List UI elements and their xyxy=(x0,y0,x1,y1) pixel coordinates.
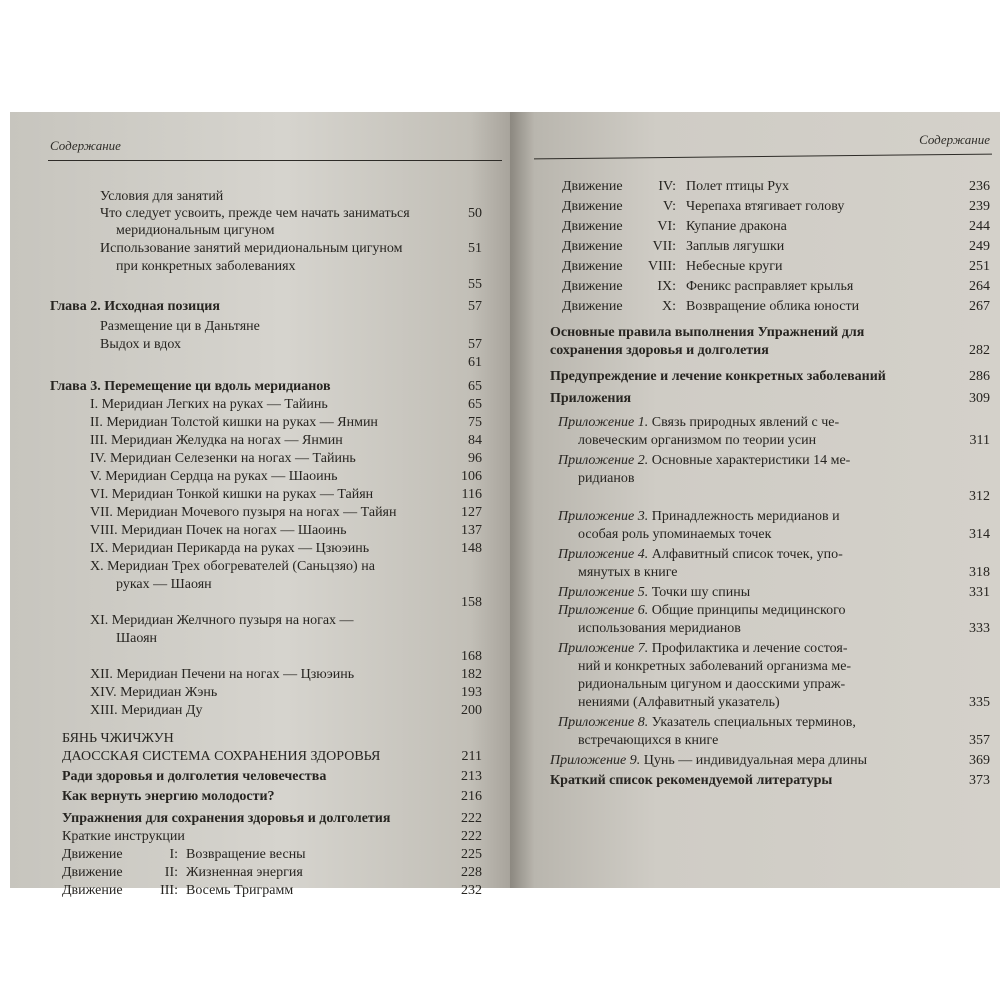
left-header-rule xyxy=(48,160,502,161)
toc-entry: XIII. Меридиан Ду xyxy=(90,703,203,718)
page-number: 106 xyxy=(461,469,482,484)
page-number: 239 xyxy=(969,199,990,214)
page-number: 50 xyxy=(468,206,482,221)
toc-entry: Упражнения для сохранения здоровья и долголетия xyxy=(62,811,391,826)
movement-label: Движение xyxy=(62,865,123,880)
appendix-title: Основные характеристики 14 ме- xyxy=(648,453,851,468)
movement-label: Движение xyxy=(562,239,623,254)
page-number: 84 xyxy=(468,433,482,448)
movement-title: Черепаха втягивает голову xyxy=(686,199,845,214)
movement-number: VI: xyxy=(657,219,676,234)
appendix-title: Принадлежность меридианов и xyxy=(648,509,840,524)
page-number: 96 xyxy=(468,451,482,466)
toc-entry: нениями (Алфавитный указатель) xyxy=(578,695,780,710)
movement-number: I: xyxy=(169,847,178,862)
appendix-title: Указатель специальных терминов, xyxy=(648,715,856,730)
right-header-rule xyxy=(534,154,992,160)
page-number: 236 xyxy=(969,179,990,194)
page-number: 369 xyxy=(969,753,990,768)
toc-entry: Ради здоровья и долголетия человечества xyxy=(62,769,327,784)
appendix-entry xyxy=(550,752,867,770)
page-number: 65 xyxy=(468,379,482,394)
movement-label: Движение xyxy=(562,299,623,314)
page-number: 57 xyxy=(468,299,482,314)
movement-number: VIII: xyxy=(648,259,676,274)
page-number: 318 xyxy=(969,565,990,580)
appendix-label: Приложение 8. xyxy=(558,715,649,730)
toc-entry: Краткие инструкции xyxy=(62,829,185,844)
movement-label: Движение xyxy=(562,219,623,234)
appendix-entry xyxy=(558,452,850,470)
appendix-entry xyxy=(558,546,843,564)
toc-entry: БЯНЬ ЧЖИЧЖУН xyxy=(62,731,174,746)
movement-number: VII: xyxy=(652,239,676,254)
toc-entry: особая роль упоминаемых точек xyxy=(578,527,772,542)
appendix-label: Приложение 4. xyxy=(558,547,649,562)
toc-entry: Что следует усвоить, прежде чем начать заниматься xyxy=(100,206,410,221)
toc-entry: Размещение ци в Даньтяне xyxy=(100,319,260,334)
page-number: 116 xyxy=(461,487,482,502)
page-number: 57 xyxy=(468,337,482,352)
appendix-label: Приложение 5. xyxy=(558,585,649,600)
toc-entry: III. Меридиан Желудка на ногах — Янмин xyxy=(90,433,343,448)
page-number: 225 xyxy=(461,847,482,862)
page-number: 314 xyxy=(969,527,990,542)
toc-entry: при конкретных заболеваниях xyxy=(116,259,296,274)
toc-entry: Приложения xyxy=(550,391,632,406)
toc-entry: Краткий список рекомендуемой литературы xyxy=(550,773,833,788)
toc-entry: ний и конкретных заболеваний организма ме- xyxy=(578,659,852,674)
appendix-label: Приложение 3. xyxy=(558,509,649,524)
page-number: 211 xyxy=(461,749,482,764)
page-number: 193 xyxy=(461,685,482,700)
page-number: 232 xyxy=(461,883,482,898)
page-number: 309 xyxy=(969,391,990,406)
appendix-label: Приложение 7. xyxy=(558,641,649,656)
toc-entry: использования меридианов xyxy=(578,621,741,636)
page-number: 282 xyxy=(969,343,990,358)
movement-title: Купание дракона xyxy=(686,219,787,234)
toc-entry: Основные правила выполнения Упражнений для xyxy=(550,325,865,340)
appendix-label: Приложение 1. xyxy=(558,415,649,430)
toc-entry: ловеческим организмом по теории усин xyxy=(578,433,817,448)
movement-title: Феникс расправляет крылья xyxy=(686,279,854,294)
toc-entry: XII. Меридиан Печени на ногах — Цзюэинь xyxy=(90,667,355,682)
movement-number: III: xyxy=(160,883,178,898)
toc-entry: Шаоян xyxy=(116,631,158,646)
page-number: 137 xyxy=(461,523,482,538)
toc-entry: Предупреждение и лечение конкретных заболеваний xyxy=(550,369,886,384)
page-number: 311 xyxy=(969,433,990,448)
toc-entry: Как вернуть энергию молодости? xyxy=(62,789,275,804)
toc-entry: руках — Шаоян xyxy=(116,577,212,592)
toc-entry: ДАОССКАЯ СИСТЕМА СОХРАНЕНИЯ ЗДОРОВЬЯ xyxy=(62,749,381,764)
movement-title: Заплыв лягушки xyxy=(686,239,785,254)
page-number: 267 xyxy=(969,299,990,314)
page-number: 331 xyxy=(969,585,990,600)
movement-number: II: xyxy=(164,865,178,880)
movement-title: Возвращение весны xyxy=(186,847,306,862)
appendix-title: Цунь — индивидуальная мера длины xyxy=(640,753,868,768)
page-number: 168 xyxy=(461,649,482,664)
appendix-entry xyxy=(558,508,840,526)
page-number: 51 xyxy=(468,241,482,256)
toc-entry: VII. Меридиан Мочевого пузыря на ногах — Тайян xyxy=(90,505,397,520)
toc-entry: X. Меридиан Трех обогревателей (Саньцзяо) на xyxy=(90,559,375,574)
page-number: 65 xyxy=(468,397,482,412)
page-number: 333 xyxy=(969,621,990,636)
toc-entry: XIV. Меридиан Жэнь xyxy=(90,685,218,700)
toc-entry: IX. Меридиан Перикарда на руках — Цзюэинь xyxy=(90,541,370,556)
toc-entry: Использование занятий меридиональным цигуном xyxy=(100,241,403,256)
toc-entry: V. Меридиан Сердца на руках — Шаоинь xyxy=(90,469,338,484)
left-page xyxy=(10,112,510,898)
movement-title: Полет птицы Рух xyxy=(686,179,790,194)
movement-number: IX: xyxy=(657,279,676,294)
movement-title: Жизненная энергия xyxy=(186,865,303,880)
appendix-entry xyxy=(558,640,848,658)
page-number: 373 xyxy=(969,773,990,788)
page-number: 357 xyxy=(969,733,990,748)
appendix-title: Алфавитный список точек, упо- xyxy=(648,547,843,562)
page-number: 244 xyxy=(969,219,990,234)
page-number: 228 xyxy=(461,865,482,880)
page-number: 216 xyxy=(461,789,482,804)
page-number: 55 xyxy=(468,277,482,292)
page-number: 249 xyxy=(969,239,990,254)
page-number: 182 xyxy=(461,667,482,682)
page-number: 312 xyxy=(969,489,990,504)
page-number: 200 xyxy=(461,703,482,718)
page-number: 75 xyxy=(468,415,482,430)
movement-label: Движение xyxy=(62,883,123,898)
toc-entry: Выдох и вдох xyxy=(100,337,182,352)
appendix-label: Приложение 2. xyxy=(558,453,649,468)
page-number: 222 xyxy=(461,829,482,844)
page-number: 148 xyxy=(461,541,482,556)
left-running-head: Содержание xyxy=(50,138,121,153)
movement-title: Восемь Триграмм xyxy=(186,883,294,898)
movement-title: Небесные круги xyxy=(686,259,783,274)
appendix-label: Приложение 6. xyxy=(558,603,649,618)
toc-entry: I. Меридиан Легких на руках — Тайинь xyxy=(90,397,328,412)
page-number: 264 xyxy=(969,279,990,294)
toc-entry: VIII. Меридиан Почек на ногах — Шаоинь xyxy=(90,523,347,538)
appendix-title: Профилактика и лечение состоя- xyxy=(648,641,848,656)
right-running-head: Содержание xyxy=(919,132,990,147)
toc-entry: II. Меридиан Толстой кишки на руках — Янмин xyxy=(90,415,378,430)
page-number: 222 xyxy=(461,811,482,826)
page-number: 127 xyxy=(461,505,482,520)
appendix-entry xyxy=(558,602,846,620)
toc-entry: меридиональным цигуном xyxy=(116,223,275,238)
toc-entry: Глава 2. Исходная позиция xyxy=(50,299,220,314)
appendix-title: Точки шу спины xyxy=(648,585,751,600)
appendix-entry xyxy=(558,584,750,602)
toc-entry: встречающихся в книге xyxy=(578,733,719,748)
toc-entry: XI. Меридиан Желчного пузыря на ногах — xyxy=(90,613,354,628)
right-page xyxy=(510,112,1000,888)
page-number: 158 xyxy=(461,595,482,610)
appendix-entry xyxy=(558,414,839,432)
toc-entry: ридианов xyxy=(578,471,635,486)
movement-number: IV: xyxy=(658,179,676,194)
appendix-title: Общие принципы медицинского xyxy=(648,603,846,618)
toc-entry: мянутых в книге xyxy=(578,565,678,580)
page-number: 61 xyxy=(468,355,482,370)
page-number: 213 xyxy=(461,769,482,784)
movement-number: V: xyxy=(663,199,676,214)
page-number: 251 xyxy=(969,259,990,274)
appendix-label: Приложение 9. xyxy=(550,753,641,768)
toc-entry: Условия для занятий xyxy=(100,189,224,204)
movement-label: Движение xyxy=(562,259,623,274)
appendix-entry xyxy=(558,714,856,732)
movement-number: X: xyxy=(662,299,676,314)
movement-label: Движение xyxy=(562,179,623,194)
toc-entry: ридиональным цигуном и даосскими упраж- xyxy=(578,677,846,692)
movement-label: Движение xyxy=(62,847,123,862)
toc-entry: VI. Меридиан Тонкой кишки на руках — Тайян xyxy=(90,487,374,502)
appendix-title: Связь природных явлений с че- xyxy=(648,415,840,430)
movement-label: Движение xyxy=(562,279,623,294)
toc-entry: IV. Меридиан Селезенки на ногах — Тайинь xyxy=(90,451,356,466)
toc-entry: Глава 3. Перемещение ци вдоль меридианов xyxy=(50,379,331,394)
page-number: 286 xyxy=(969,369,990,384)
toc-entry: сохранения здоровья и долголетия xyxy=(550,343,769,358)
movement-label: Движение xyxy=(562,199,623,214)
page-number: 335 xyxy=(969,695,990,710)
movement-title: Возвращение облика юности xyxy=(686,299,860,314)
